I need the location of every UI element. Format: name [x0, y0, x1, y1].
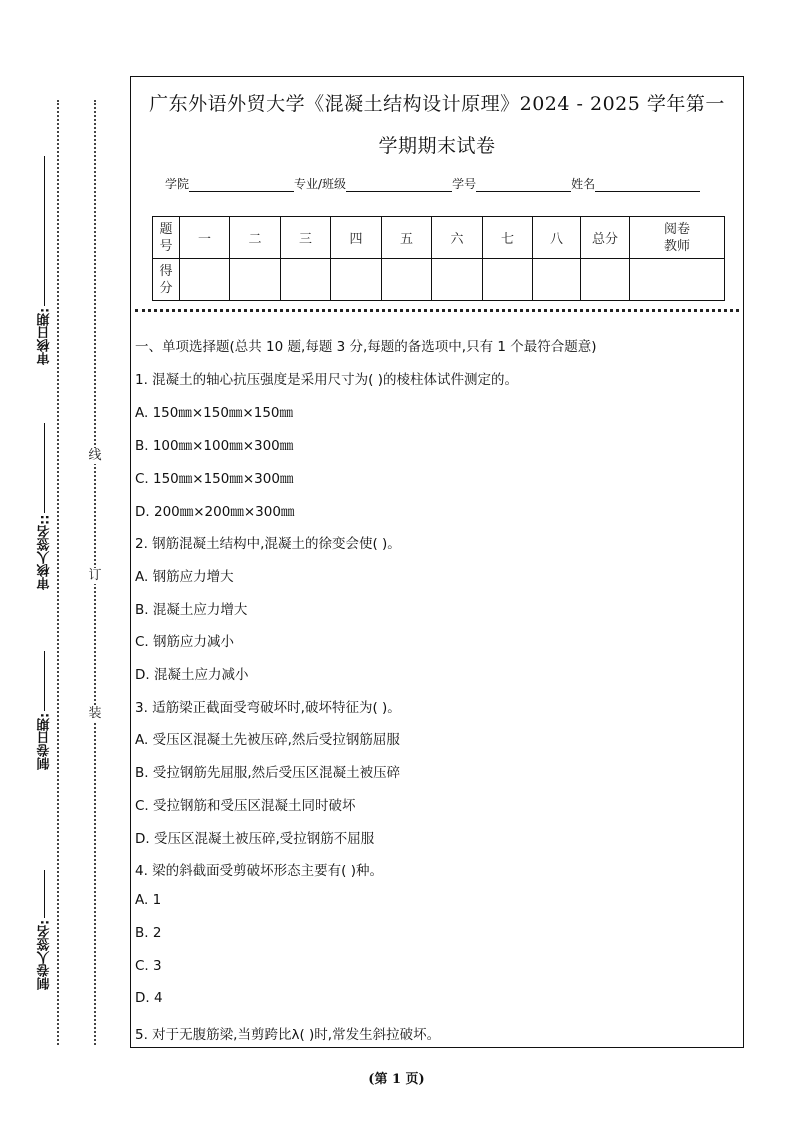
- maker-sign-field: [37, 858, 53, 990]
- seal-char-xian: 线: [86, 448, 104, 464]
- score-cell[interactable]: [483, 259, 533, 301]
- reviewer-date-label: 审核日期:: [37, 307, 53, 365]
- question-stem: 4. 梁的斜截面受剪破坏形态主要有( )种。: [135, 863, 383, 879]
- maker-date-field: [37, 640, 53, 770]
- score-cell[interactable]: [281, 259, 331, 301]
- score-header-cell: 题 号: [153, 217, 180, 259]
- reviewer-date-line: [45, 156, 46, 306]
- page-number: (第 1 页): [368, 1072, 425, 1087]
- score-header-cell: 八: [533, 217, 581, 259]
- question-option: D. 200㎜×200㎜×300㎜: [135, 504, 295, 520]
- college-label: 学院: [165, 177, 190, 191]
- maker-date-label: 制卷日期:: [37, 712, 53, 770]
- name-field[interactable]: [595, 179, 700, 192]
- student-id-field[interactable]: [476, 179, 571, 192]
- outer-dotted-line: [57, 100, 59, 1045]
- score-row-label: 得 分: [153, 259, 180, 301]
- maker-sign-label: 制卷人签名:: [37, 919, 53, 990]
- student-id-label: 学号: [452, 177, 477, 191]
- section1-heading: 一、单项选择题(总共 10 题,每题 3 分,每题的备选项中,只有 1 个最符合题意): [135, 339, 597, 355]
- student-info-row: [165, 175, 700, 192]
- question-option: A. 钢筋应力增大: [135, 569, 234, 585]
- question-option: B. 受拉钢筋先屈服,然后受压区混凝土被压碎: [135, 765, 401, 781]
- dotted-separator: [135, 309, 739, 312]
- score-value-row: [153, 259, 725, 301]
- question-option: A. 1: [135, 892, 162, 908]
- score-header-row: [153, 217, 725, 259]
- question-option: A. 受压区混凝土先被压碎,然后受拉钢筋屈服: [135, 732, 400, 748]
- score-header-cell: 一: [180, 217, 230, 259]
- question-option: B. 2: [135, 925, 162, 941]
- score-header-cell: 总分: [581, 217, 630, 259]
- seal-char-zhuang: 装: [86, 706, 104, 722]
- score-cell[interactable]: [230, 259, 281, 301]
- score-cell[interactable]: [432, 259, 483, 301]
- exam-frame: [130, 76, 744, 1048]
- score-cell[interactable]: [382, 259, 432, 301]
- seal-char-ding: 订: [86, 568, 104, 584]
- question-stem: 1. 混凝土的轴心抗压强度是采用尺寸为( )的棱柱体试件测定的。: [135, 372, 518, 388]
- score-header-cell: 七: [483, 217, 533, 259]
- question-option: C. 钢筋应力减小: [135, 634, 235, 650]
- maker-date-line: [45, 651, 46, 711]
- exam-title-line2: 学期期末试卷: [378, 135, 496, 157]
- score-cell[interactable]: [630, 259, 725, 301]
- score-header-cell: 三: [281, 217, 331, 259]
- score-cell[interactable]: [533, 259, 581, 301]
- question-option: C. 受拉钢筋和受压区混凝土同时破坏: [135, 798, 356, 814]
- maker-sign-line: [45, 870, 46, 918]
- question-option: D. 4: [135, 990, 163, 1006]
- name-label: 姓名: [571, 177, 596, 191]
- question-option: B. 混凝土应力增大: [135, 602, 248, 618]
- question-option: A. 150㎜×150㎜×150㎜: [135, 405, 294, 421]
- question-option: C. 3: [135, 958, 162, 974]
- question-option: C. 150㎜×150㎜×300㎜: [135, 471, 294, 487]
- score-header-cell: 四: [331, 217, 382, 259]
- major-label: 专业/班级: [294, 177, 347, 191]
- reviewer-sign-field: [37, 408, 53, 590]
- question-stem: 2. 钢筋混凝土结构中,混凝土的徐变会使( )。: [135, 536, 401, 552]
- question-option: D. 混凝土应力减小: [135, 667, 249, 683]
- question-stem: 3. 适筋梁正截面受弯破坏时,破坏特征为( )。: [135, 700, 401, 716]
- score-header-cell: 六: [432, 217, 483, 259]
- major-field[interactable]: [346, 179, 452, 192]
- reviewer-sign-label: 审核人签名::: [37, 514, 53, 590]
- score-cell[interactable]: [180, 259, 230, 301]
- question-option: B. 100㎜×100㎜×300㎜: [135, 438, 294, 454]
- score-cell[interactable]: [331, 259, 382, 301]
- question-option: D. 受压区混凝土被压碎,受拉钢筋不屈服: [135, 831, 375, 847]
- score-table: [152, 216, 725, 301]
- question-stem: 5. 对于无腹筋梁,当剪跨比λ( )时,常发生斜拉破坏。: [135, 1027, 441, 1043]
- score-header-cell: 五: [382, 217, 432, 259]
- score-header-cell: 二: [230, 217, 281, 259]
- exam-title-line1: 广东外语外贸大学《混凝土结构设计原理》2024 - 2025 学年第一: [149, 93, 725, 115]
- reviewer-sign-line: [45, 423, 46, 513]
- reviewer-date-field: [37, 155, 53, 365]
- college-field[interactable]: [189, 179, 294, 192]
- score-cell[interactable]: [581, 259, 630, 301]
- score-header-cell: 阅卷 教师: [630, 217, 725, 259]
